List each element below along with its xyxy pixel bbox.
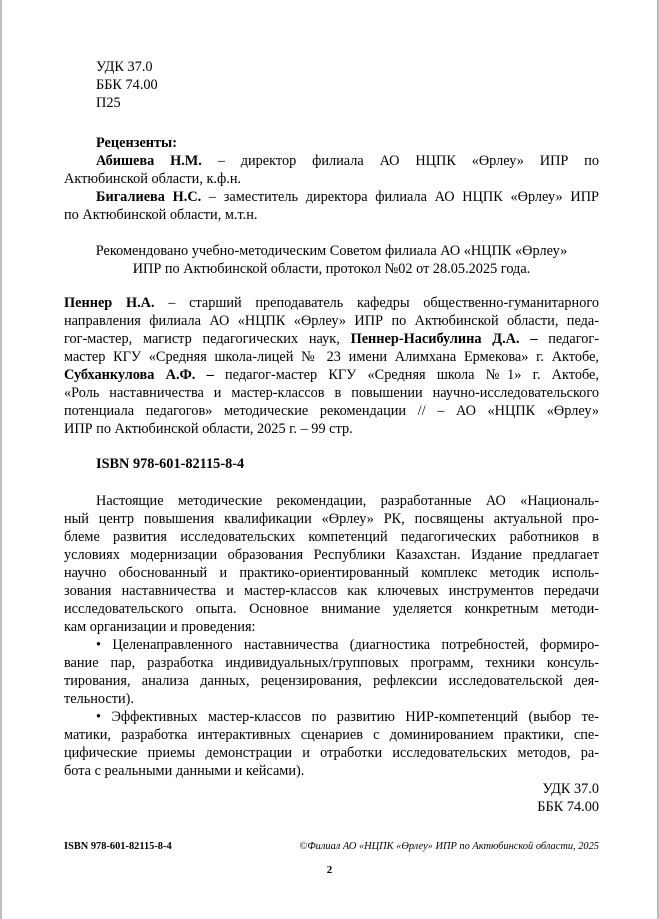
udk-code-bottom: УДК 37.0	[542, 781, 599, 797]
classification-codes-bottom	[64, 780, 599, 816]
authors-line-3	[64, 330, 599, 348]
reviewer-2-name: Бигалиева Н.С.	[96, 189, 202, 205]
reviewer-2-position: – заместитель директора филиала АО НЦПК «Өрлеу» ИПР	[201, 189, 599, 205]
book-title-line: потенциала педагогов» методические рекомендации // – АО «НЦПК «Өрлеу»	[64, 403, 599, 419]
abstract-line: научно обоснованный и практико-ориентированный комплекс методик исполь-	[64, 565, 599, 581]
reviewer-1-line-2: Актюбинской области, к.ф.н.	[64, 171, 242, 187]
authors-line-5	[64, 366, 599, 384]
bullet-2-line: цифические приемы демонстрации и отработки исследовательских методов, ра-	[64, 745, 599, 761]
author-1-degree: гог-мастер, магистр педагогических наук,	[64, 331, 351, 347]
bbk-code-bottom: ББК 74.00	[537, 799, 599, 815]
author-2-name: Пеннер-Насибулина Д.А. –	[350, 331, 538, 347]
abstract-line: ный центр повышения квалификации «Өрлеу» РК, посвящены актуальной про-	[64, 511, 599, 527]
classification-codes	[64, 58, 599, 112]
page-left-edge	[0, 0, 2, 919]
reviewer-1-line-1	[64, 152, 599, 170]
udk-code: УДК 37.0	[96, 59, 153, 75]
abstract-line: блеме развития исследовательских компетенций педагогических работников в	[64, 529, 599, 545]
abstract-line: Настоящие методические рекомендации, разработанные АО «Националь-	[96, 493, 599, 509]
author-3-name: Субханкулова А.Ф. –	[64, 367, 214, 383]
authors-line-1	[64, 294, 599, 312]
reviewer-2-line-1	[64, 188, 599, 206]
abstract-line: исследовательского опыта. Основное внимание уделяется конкретным методи-	[64, 601, 599, 617]
author-1-position: – старший преподаватель кафедры общественно-гуманитарного	[154, 295, 599, 311]
author-3-position: педагог-мастер КГУ «Средняя школа №1» г. Актобе,	[213, 367, 599, 383]
reviewer-1-position: – директор филиала АО НЦПК «Өрлеу» ИПР по	[201, 153, 599, 169]
abstract	[64, 492, 599, 780]
footer-copyright: ©Филиал АО «НЦПК «Өрлеу» ИПР по Актюбинской области, 2025	[299, 841, 599, 852]
recommendation	[64, 242, 599, 278]
authors-line-4: мастер КГУ «Средняя школа-лицей № 23 имени Алимхана Ермекова» г. Актобе,	[64, 349, 599, 365]
reviewers-section	[64, 134, 599, 224]
reviewer-1-name: Абишева Н.М.	[96, 153, 202, 169]
reviewers-heading: Рецензенты:	[96, 135, 177, 151]
bullet-1-line: тельности).	[64, 691, 134, 707]
bbk-code: ББК 74.00	[96, 77, 158, 93]
bibliographic-description	[64, 294, 599, 438]
abstract-line: зования наставничества и мастер-классов как ключевых инструментов передачи	[64, 583, 599, 599]
author-mark: П25	[96, 95, 121, 111]
recommendation-line: Рекомендовано учебно-методическим Советом филиала АО «НЦПК «Өрлеу»	[95, 243, 568, 259]
abstract-line: кам организации и проведения:	[64, 619, 256, 635]
recommendation-line: ИПР по Актюбинской области, протокол №02 от 28.05.2025 года.	[132, 261, 531, 277]
bullet-1-line: вание пар, разработка индивидуальных/групповых программ, техники консуль-	[64, 655, 599, 671]
footer-isbn: ISBN 978-601-82115-8-4	[64, 841, 172, 852]
publisher-line: ИПР по Актюбинской области, 2025 г. – 99 стр.	[64, 421, 353, 437]
document-body	[64, 58, 599, 816]
authors-line-2: направления филиала АО «НЦПК «Өрлеу» ИПР по Актюбинской области, педа-	[64, 313, 599, 329]
reviewer-2-line-2: по Актюбинской области, м.т.н.	[64, 207, 258, 223]
page-number: 2	[326, 864, 333, 876]
book-title-line: «Роль наставничества и мастер-классов в повышении научно-исследовательского	[64, 385, 599, 401]
author-1-name: Пеннер Н.А.	[64, 295, 155, 311]
bullet-2-line: • Эффективных мастер-классов по развитию НИР-компетенций (выбор те-	[96, 709, 599, 725]
bullet-2-line: бота с реальными данными и кейсами).	[64, 763, 305, 779]
author-2-position: педагог-	[537, 331, 599, 347]
bullet-1-line: тирования, анализа данных, рецензирования, рефлексии исследовательской дея-	[64, 673, 599, 689]
bullet-2-line: матики, разработка интерактивных сценариев с доминированием практики, спе-	[64, 727, 599, 743]
bullet-1-line: • Целенаправленного наставничества (диагностика потребностей, формиро-	[96, 637, 599, 653]
isbn: ISBN 978-601-82115-8-4	[96, 456, 245, 472]
abstract-line: условиях модернизации образования Республики Казахстан. Издание предлагает	[64, 547, 599, 563]
